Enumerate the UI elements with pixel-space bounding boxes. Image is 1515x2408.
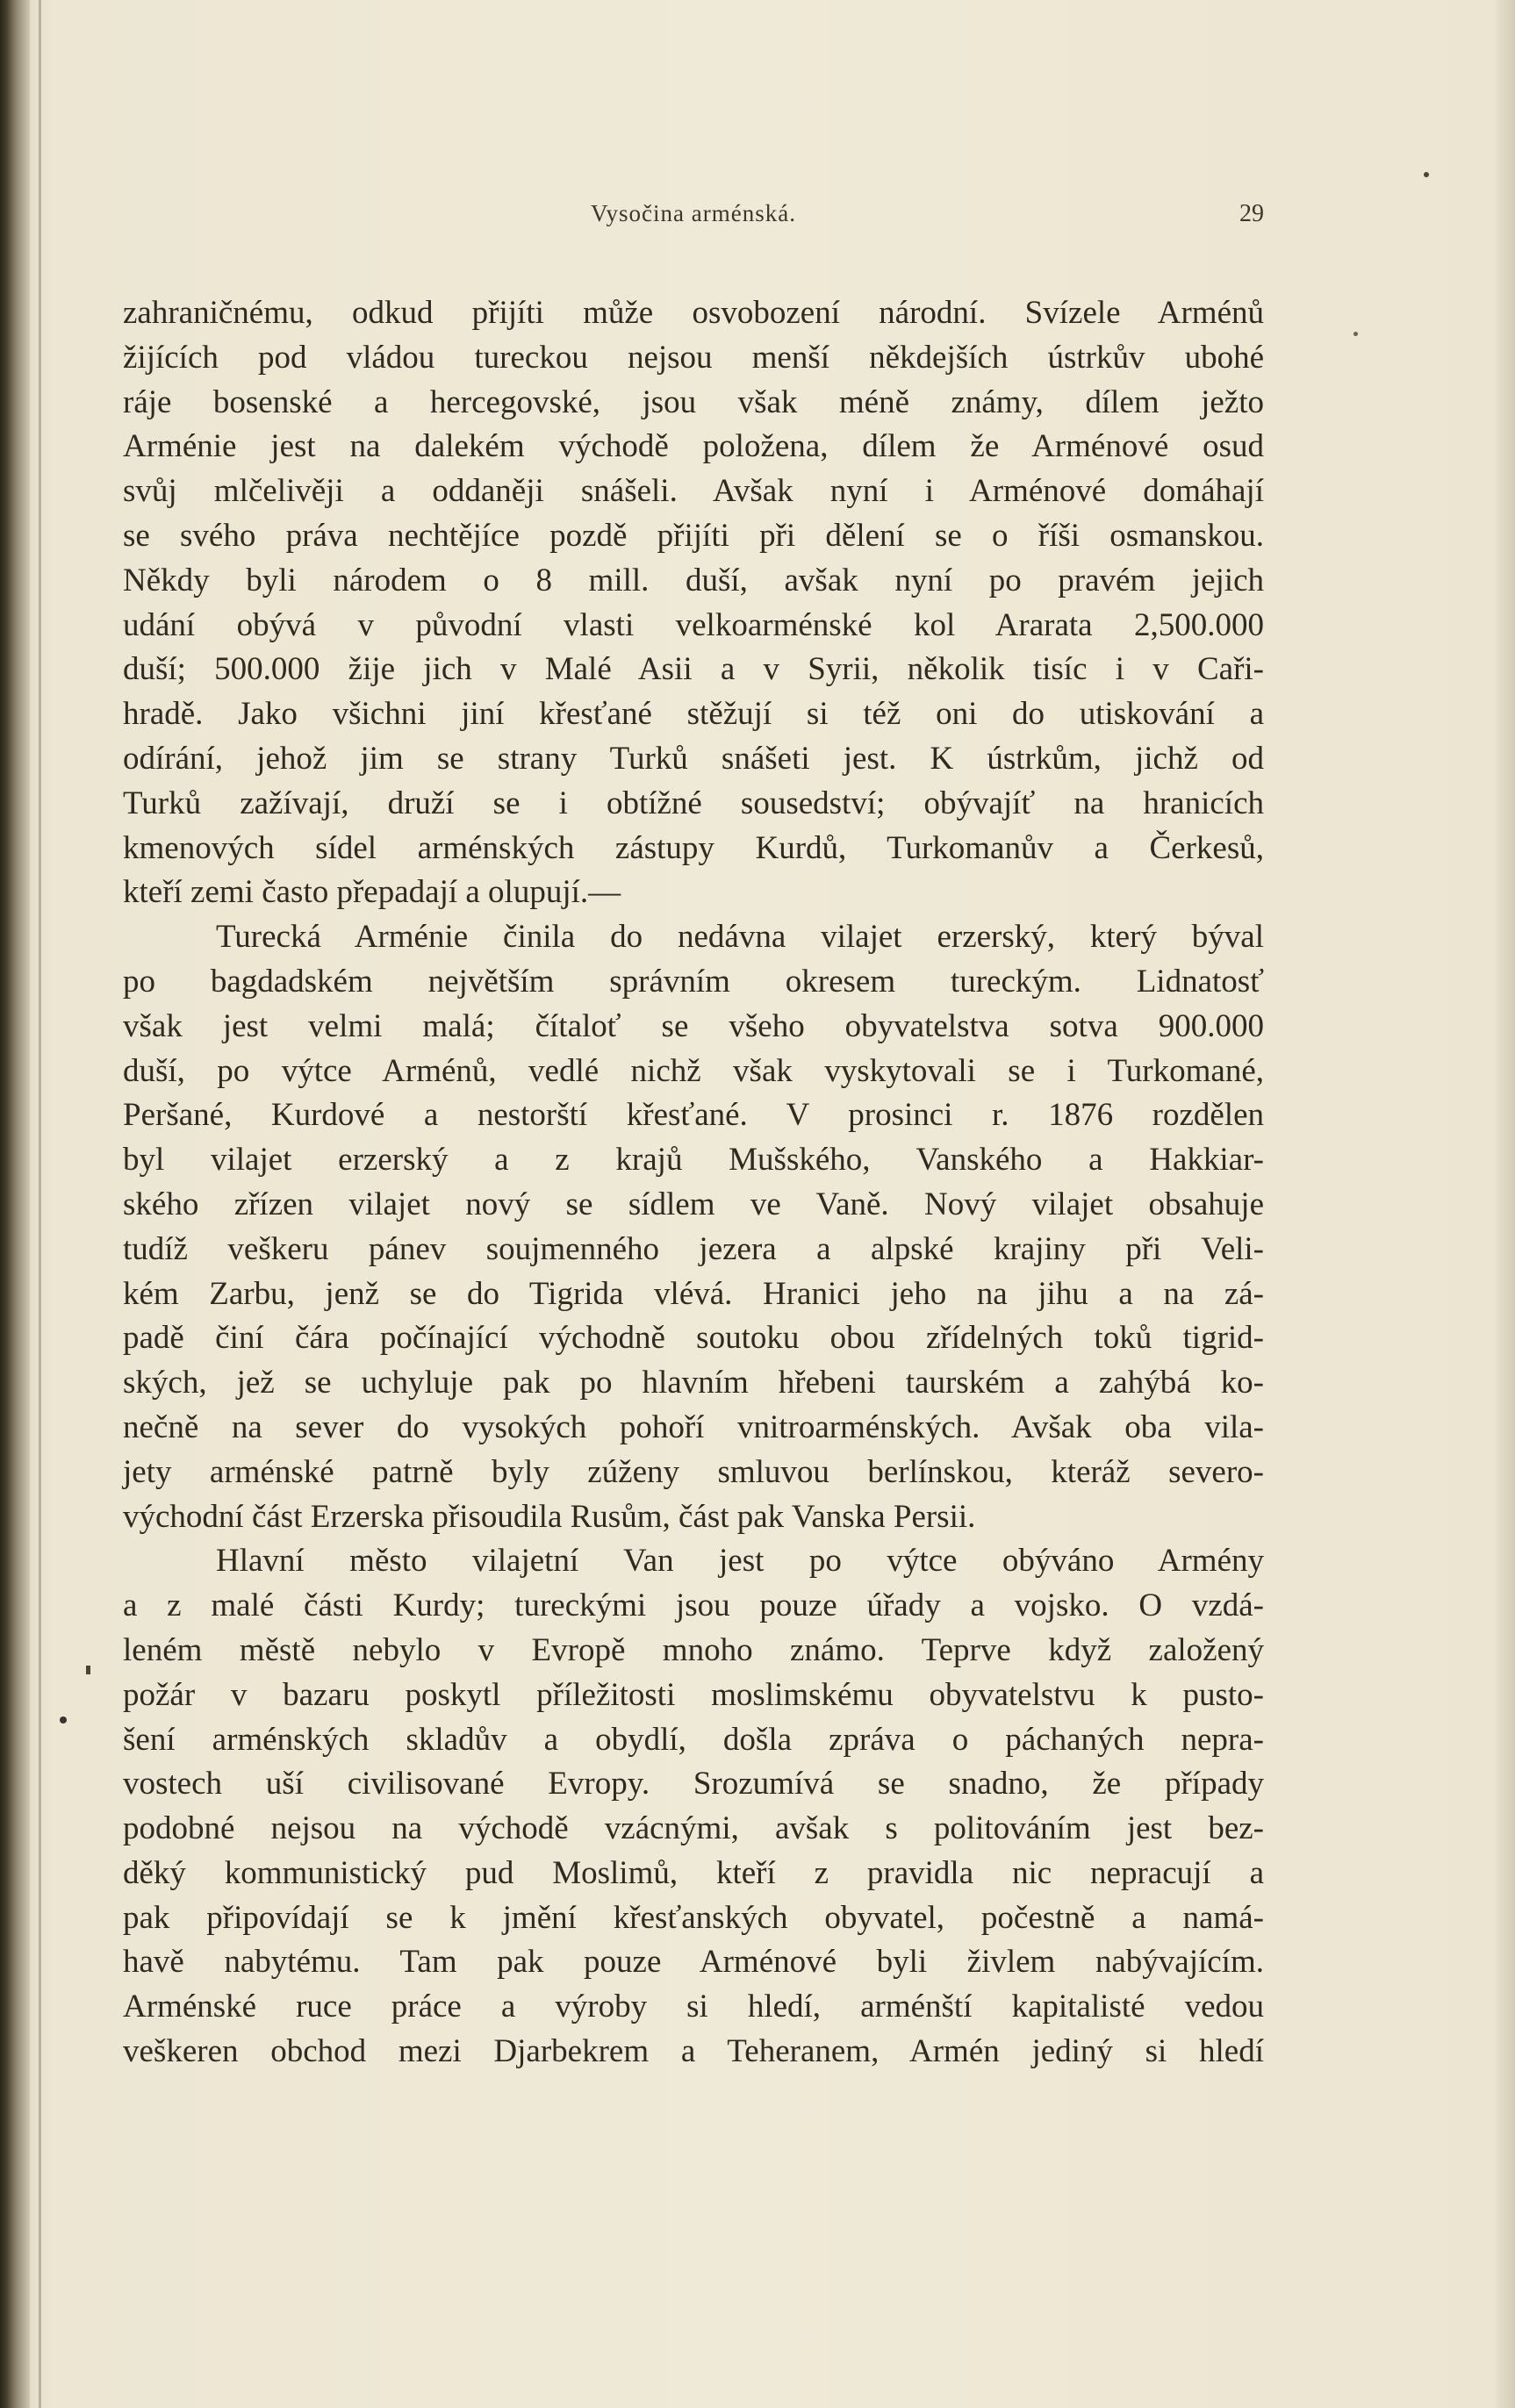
text-line: Turků zažívají, druží se i obtížné sousedství; obývajíť na hranicích [123,785,1264,821]
text-line: odírání, jehož jim se strany Turků snášeti jest. K ústrkům, jichž od [123,740,1264,777]
text-line: jety arménské patrně byly zúženy smluvou berlínskou, kteráž severo- [123,1453,1264,1490]
text-line: zahraničnému, odkud přijíti může osvobození národní. Svízele Arménů [123,295,1264,331]
margin-mark [86,1666,90,1674]
text-line: se svého práva nechtějíce pozdě přijíti při dělení se o říši osmanskou. [123,517,1264,554]
text-line: udání obývá v původní vlasti velkoarménské kol Ararata 2,500.000 [123,606,1264,643]
text-line: východní část Erzerska přisoudila Rusům, část pak Vanska Persii. [123,1498,976,1535]
text-line: požár v bazaru poskytl příležitosti moslimskému obyvatelstvu k pusto- [123,1676,1264,1713]
text-line: a z malé části Kurdy; tureckými jsou pouze úřady a vojsko. O vzdá- [123,1587,1264,1624]
text-line: duší, po výtce Arménů, vedlé nichž však vyskytovali se i Turkomané, [123,1052,1264,1089]
text-line: ského zřízen vilajet nový se sídlem ve Vaně. Nový vilajet obsahuje [123,1186,1264,1222]
page-number: 29 [1239,200,1264,227]
text-line: padě činí čára počínající východně soutoku obou zřídelných toků tigrid- [123,1320,1264,1357]
text-line: svůj mlčelivěji a oddaněji snášeli. Avšak nyní i Arménové domáhají [123,473,1264,510]
text-line: leném městě nebylo v Evropě mnoho známo. Teprve když založený [123,1631,1264,1668]
page-right-edge [1496,0,1515,2408]
text-line: podobné nejsou na východě vzácnými, avšak s politováním jest bez- [123,1810,1264,1847]
margin-dot [60,1716,67,1724]
text-line: hradě. Jako všichni jiní křesťané stěžují si též oni do utiskování a [123,696,1264,733]
text-line: Arménie jest na dalekém východě položena, dílem že Arménové osud [123,428,1264,465]
text-line: ráje bosenské a hercegovské, jsou však méně známy, dílem ježto [123,383,1264,420]
body-text [123,291,1264,2075]
text-line: vostech uší civilisované Evropy. Srozumívá se snadno, že případy [123,1766,1264,1802]
text-line: Peršané, Kurdové a nestorští křesťané. V prosinci r. 1876 rozdělen [123,1097,1264,1134]
text-line: byl vilajet erzerský a z krajů Mušského, Vanského a Hakkiar- [123,1142,1264,1179]
text-line: nečně na sever do vysokých pohoří vnitroarménských. Avšak oba vila- [123,1408,1264,1445]
scan-speck [1424,172,1429,177]
text-line: Arménské ruce práce a výroby si hledí, arménští kapitalisté vedou [123,1989,1264,2025]
text-line: veškeren obchod mezi Djarbekrem a Teheranem, Armén jediný si hledí [123,2033,1264,2070]
text-line: děký kommunistický pud Moslimů, kteří z pravidla nic nepracují a [123,1854,1264,1891]
running-title: Vysočina arménská. [591,200,796,226]
text-line: kém Zarbu, jenž se do Tigrida vlévá. Hranici jeho na jihu a na zá- [123,1275,1264,1312]
scan-speck [1353,332,1358,336]
text-line: po bagdadském největším správním okresem tureckým. Lidnatosť [123,963,1264,1000]
text-line: však jest velmi malá; čítaloť se všeho obyvatelstva sotva 900.000 [123,1007,1264,1044]
text-line: tudíž veškeru pánev soujmenného jezera a alpské krajiny při Veli- [123,1230,1264,1267]
paragraph-start-line: Turecká Arménie činila do nedávna vilajet erzerský, který býval [216,919,1264,956]
text-line: šení arménských skladův a obydlí, došla zpráva o páchaných nepra- [123,1721,1264,1758]
text-line: Někdy byli národem o 8 mill. duší, avšak nyní po pravém jejich [123,562,1264,598]
gutter-line [39,0,41,2408]
page-header [123,200,1264,235]
book-binding-edge [0,0,30,2408]
text-line: žijících pod vládou tureckou nejsou menší někdejších ústrkův ubohé [123,339,1264,376]
text-line: duší; 500.000 žije jich v Malé Asii a v Syrii, několik tisíc i v Caři- [123,651,1264,688]
text-line: ských, jež se uchyluje pak po hlavním hřebeni taurském a zahýbá ko- [123,1365,1264,1401]
text-line: kmenových sídel arménských zástupy Kurdů, Turkomanův a Čerkesů, [123,829,1264,866]
text-line: pak připovídají se k jmění křesťanských obyvatel, počestně a namá- [123,1899,1264,1936]
paragraph-start-line: Hlavní město vilajetní Van jest po výtce obýváno Armény [216,1543,1264,1580]
text-line: havě nabytému. Tam pak pouze Arménové byli živlem nabývajícím. [123,1944,1264,1981]
text-line: kteří zemi často přepadají a olupují.— [123,874,621,911]
